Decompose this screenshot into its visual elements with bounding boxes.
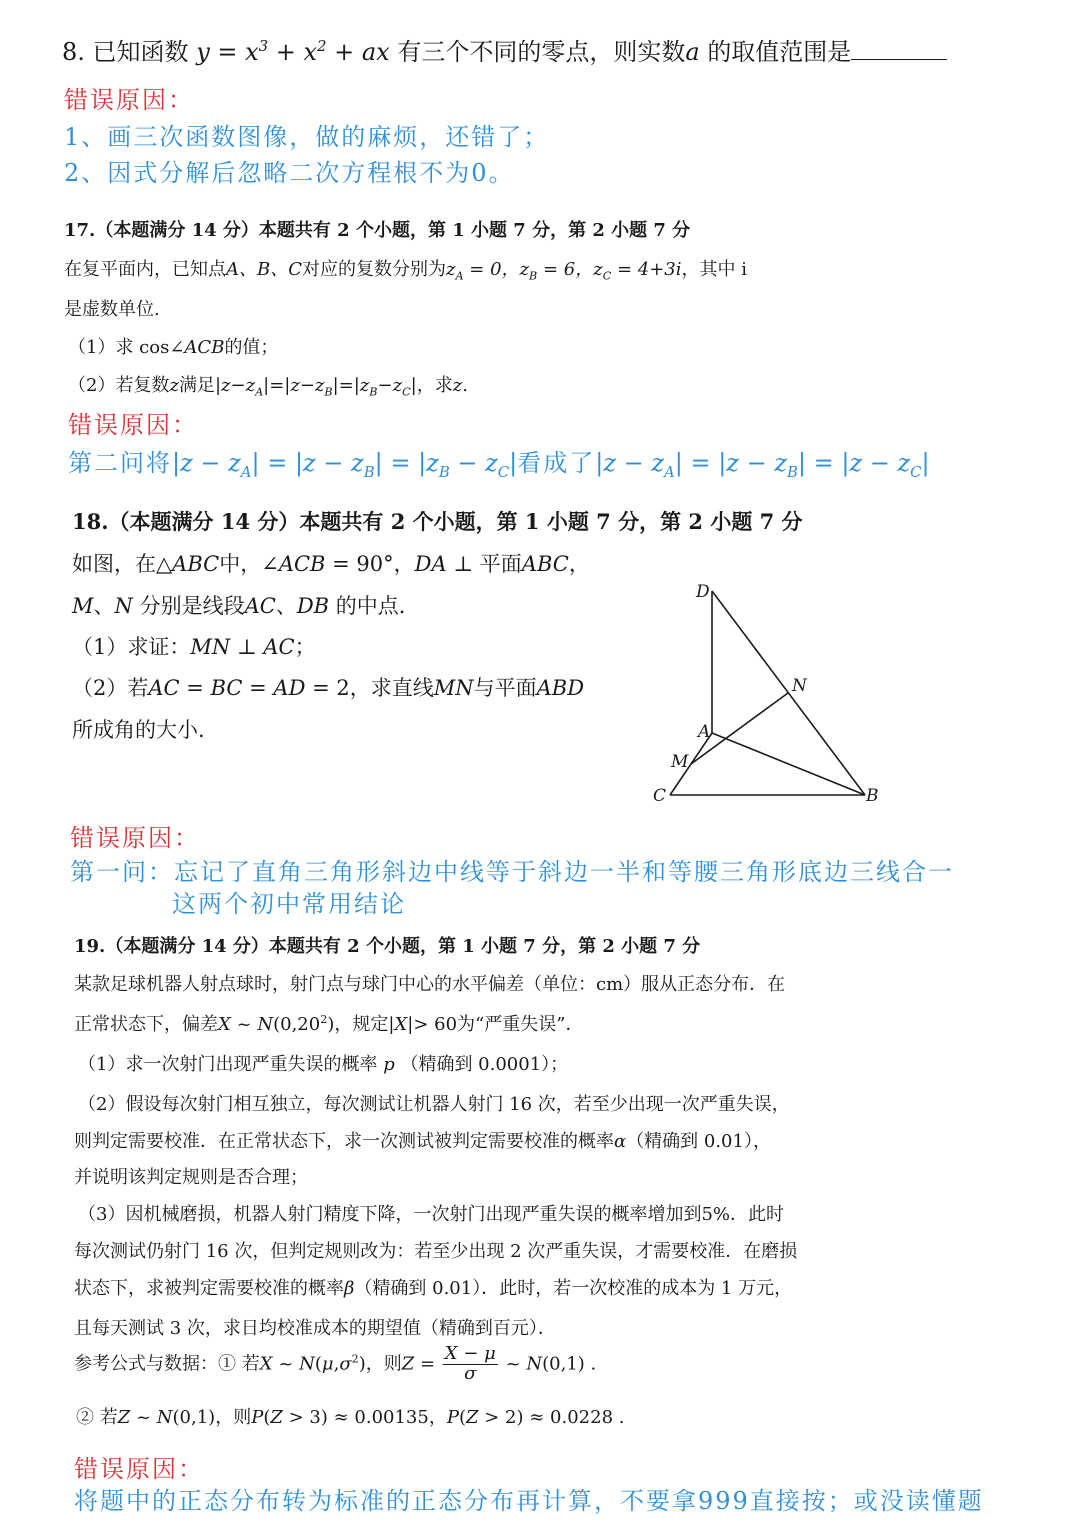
answer-blank bbox=[851, 37, 947, 60]
q8-var-a: a bbox=[685, 38, 700, 66]
q19-reference-1: 参考公式与数据：① 若X ~ $N(\mu,\sigma^2)$，则Z = $\frac{X - \mu}{\sigma}$ ~ N(0,1) . bbox=[74, 1343, 597, 1384]
error-label-18: 错误原因： bbox=[70, 824, 200, 852]
q8-statement bbox=[62, 32, 947, 67]
q17-part1: （1）求 cos∠ACB的值； bbox=[68, 337, 279, 358]
q19-part2-line1: （2）假设每次射门相互独立，每次测试让机器人射门 16 次，若至少出现一次严重失误， bbox=[78, 1094, 790, 1115]
q18-last-line: 所成角的大小. bbox=[72, 718, 205, 742]
label-C: C bbox=[653, 786, 667, 806]
q17-part2: （2）若复数z满足$|z-z_A|=|z-z_B|=|z_B-z_C|$，求z. bbox=[68, 375, 468, 399]
q19-part3-line4: 且每天测试 3 次，求日均校准成本的期望值（精确到百元）． bbox=[74, 1318, 556, 1339]
geometry-figure bbox=[640, 575, 900, 815]
q19-line1: 某款足球机器人射点球时，射门点与球门中心的水平偏差（单位：cm）服从正态分布．在 bbox=[74, 974, 786, 995]
q17-header: 17.（本题满分 14 分）本题共有 2 个小题，第 1 小题 7 分，第 2 小题 7 分 bbox=[64, 220, 691, 241]
q17-line2: 是虚数单位. bbox=[64, 299, 160, 320]
q19-part3-line2: 每次测试仍射门 16 次，但判定规则改为：若至少出现 2 次严重失误，才需要校准．在磨损 bbox=[74, 1241, 798, 1262]
error-reason-19: 将题中的正态分布转为标准的正态分布再计算，不要拿999直接按；或没读懂题 bbox=[74, 1487, 984, 1515]
q17-line1: 在复平面内，已知点A、B、C对应的复数分别为$z_A = 0$，$z_B = 6$，$z_C = 4+3i$，其中 i bbox=[64, 259, 747, 283]
error-reason-17: 第二问将$|z - z_A| = |z - z_B| = |z_B - z_C|$看成了$|z - z_A| = |z - z_B| = |z - z_C|$ bbox=[68, 449, 930, 481]
q8-number: 8. bbox=[62, 38, 85, 66]
error-label-19: 错误原因： bbox=[74, 1455, 204, 1483]
error-reason-18-line1: 第一问：忘记了直角三角形斜边中线等于斜边一半和等腰三角形底边三线合一 bbox=[70, 858, 954, 886]
q8-function: $y = x^3 + x^2$ + ax bbox=[196, 37, 390, 66]
error-reason-8-line1: 1、画三次函数图像，做的麻烦，还错了； bbox=[64, 123, 550, 151]
q8-text-prefix: 已知函数 bbox=[92, 38, 189, 66]
error-reason-18-line2: 这两个初中常用结论 bbox=[172, 890, 406, 918]
label-A: A bbox=[698, 722, 711, 742]
q18-part2: （2）若AC = BC = AD = 2，求直线MN与平面ABD bbox=[72, 676, 585, 700]
error-label-17: 错误原因： bbox=[68, 411, 198, 439]
label-D: D bbox=[696, 582, 710, 602]
q19-part3-line3: 状态下，求被判定需要校准的概率β（精确到 0.01）．此时，若一次校准的成本为 1 万元， bbox=[74, 1278, 793, 1299]
q17-values: $z_A = 0$，$z_B = 6$，$z_C = 4+3i$ bbox=[446, 259, 682, 283]
q18-header: 18.（本题满分 14 分）本题共有 2 个小题，第 1 小题 7 分，第 2 小题 7 分 bbox=[72, 509, 803, 534]
standardize-fraction: $\frac{X - \mu}{\sigma}$ bbox=[444, 1343, 496, 1384]
q19-line2: 正常状态下，偏差X ~ N(0,20$^2$)，规定|X|> 60为“严重失误”． bbox=[74, 1013, 584, 1035]
q18-line2: M、N 分别是线段AC、DB 的中点. bbox=[72, 594, 406, 618]
label-M: M bbox=[671, 752, 689, 772]
q19-reference-2: ② 若Z ~ N(0,1)，则P(Z > 3) ≈ 0.00135，P(Z > 2) ≈ 0.0228 . bbox=[76, 1407, 625, 1428]
q18-part1: （1）求证：MN ⊥ AC； bbox=[72, 635, 316, 659]
q8-text-suffix: 有三个不同的零点，则实数 bbox=[397, 38, 686, 66]
label-N: N bbox=[792, 676, 807, 696]
q19-part1: （1）求一次射门出现严重失误的概率 p （精确到 0.0001）； bbox=[78, 1054, 569, 1075]
q19-header: 19.（本题满分 14 分）本题共有 2 个小题，第 1 小题 7 分，第 2 小题 7 分 bbox=[74, 936, 701, 957]
q19-part2-line3: 并说明该判定规则是否合理； bbox=[74, 1167, 308, 1188]
q18-line1: 如图，在△ABC中，∠ACB = 90°，DA ⊥ 平面ABC， bbox=[72, 552, 590, 576]
q19-part2-line2: 则判定需要校准．在正常状态下，求一次测试被判定需要校准的概率α（精确到 0.01）， bbox=[74, 1131, 771, 1152]
error-label-8: 错误原因： bbox=[64, 86, 194, 114]
q19-part3-line1: （3）因机械磨损，机器人射门精度下降，一次射门出现严重失误的概率增加到5%．此时 bbox=[78, 1204, 785, 1225]
q8-tail: 的取值范围是 bbox=[707, 38, 852, 66]
error-reason-8-line2: 2、因式分解后忽略二次方程根不为0。 bbox=[64, 159, 515, 187]
label-B: B bbox=[866, 786, 879, 806]
